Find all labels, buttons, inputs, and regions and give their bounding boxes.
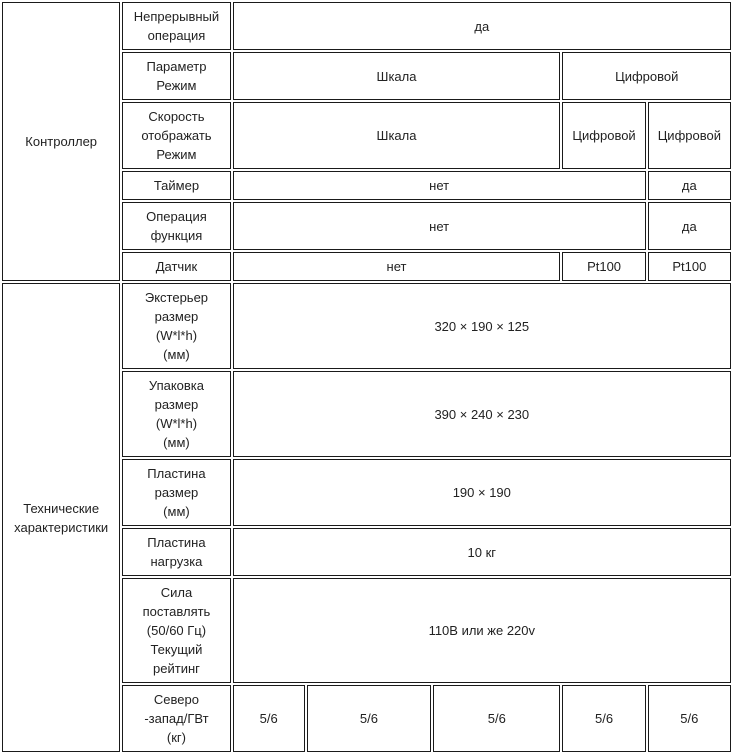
group-controller: Контроллер — [2, 2, 120, 281]
label-param-mode: Параметр Режим — [122, 52, 230, 100]
value-sensor-no: нет — [233, 252, 561, 281]
row-continuous — [2, 2, 731, 50]
label-timer: Таймер — [122, 171, 230, 200]
label-package: Упаковка размер (W*l*h) (мм) — [122, 371, 230, 457]
group-tech: Технические характеристики — [2, 283, 120, 752]
label-continuous: Непрерывный операция — [122, 2, 230, 50]
value-function-no: нет — [233, 202, 646, 250]
label-sensor: Датчик — [122, 252, 230, 281]
value-timer-no: нет — [233, 171, 646, 200]
value-package: 390 × 240 × 230 — [233, 371, 731, 457]
value-plate-size: 190 × 190 — [233, 459, 731, 526]
value-sensor-pt-1: Pt100 — [562, 252, 645, 281]
value-plate-load: 10 кг — [233, 528, 731, 576]
value-sensor-pt-2: Pt100 — [648, 252, 731, 281]
label-function: Операция функция — [122, 202, 230, 250]
value-weight-1: 5/6 — [233, 685, 305, 752]
value-speed-mode-scale: Шкала — [233, 102, 561, 169]
value-exterior: 320 × 190 × 125 — [233, 283, 731, 369]
label-exterior: Экстерьер размер (W*l*h) (мм) — [122, 283, 230, 369]
label-plate-size: Пластина размер (мм) — [122, 459, 230, 526]
label-weight: Северо -запад/ГВт (кг) — [122, 685, 230, 752]
value-weight-5: 5/6 — [648, 685, 731, 752]
value-param-mode-scale: Шкала — [233, 52, 561, 100]
label-speed-mode: Скорость отображать Режим — [122, 102, 230, 169]
value-weight-2: 5/6 — [307, 685, 431, 752]
label-power: Сила поставлять (50/60 Гц) Текущий рейтинг — [122, 578, 230, 683]
value-speed-mode-digital-1: Цифровой — [562, 102, 645, 169]
value-continuous: да — [233, 2, 731, 50]
value-speed-mode-digital-2: Цифровой — [648, 102, 731, 169]
value-weight-3: 5/6 — [433, 685, 560, 752]
value-weight-4: 5/6 — [562, 685, 645, 752]
value-timer-yes: да — [648, 171, 731, 200]
value-power: 110В или же 220v — [233, 578, 731, 683]
value-param-mode-digital: Цифровой — [562, 52, 731, 100]
value-function-yes: да — [648, 202, 731, 250]
row-exterior — [2, 283, 731, 369]
label-plate-load: Пластина нагрузка — [122, 528, 230, 576]
